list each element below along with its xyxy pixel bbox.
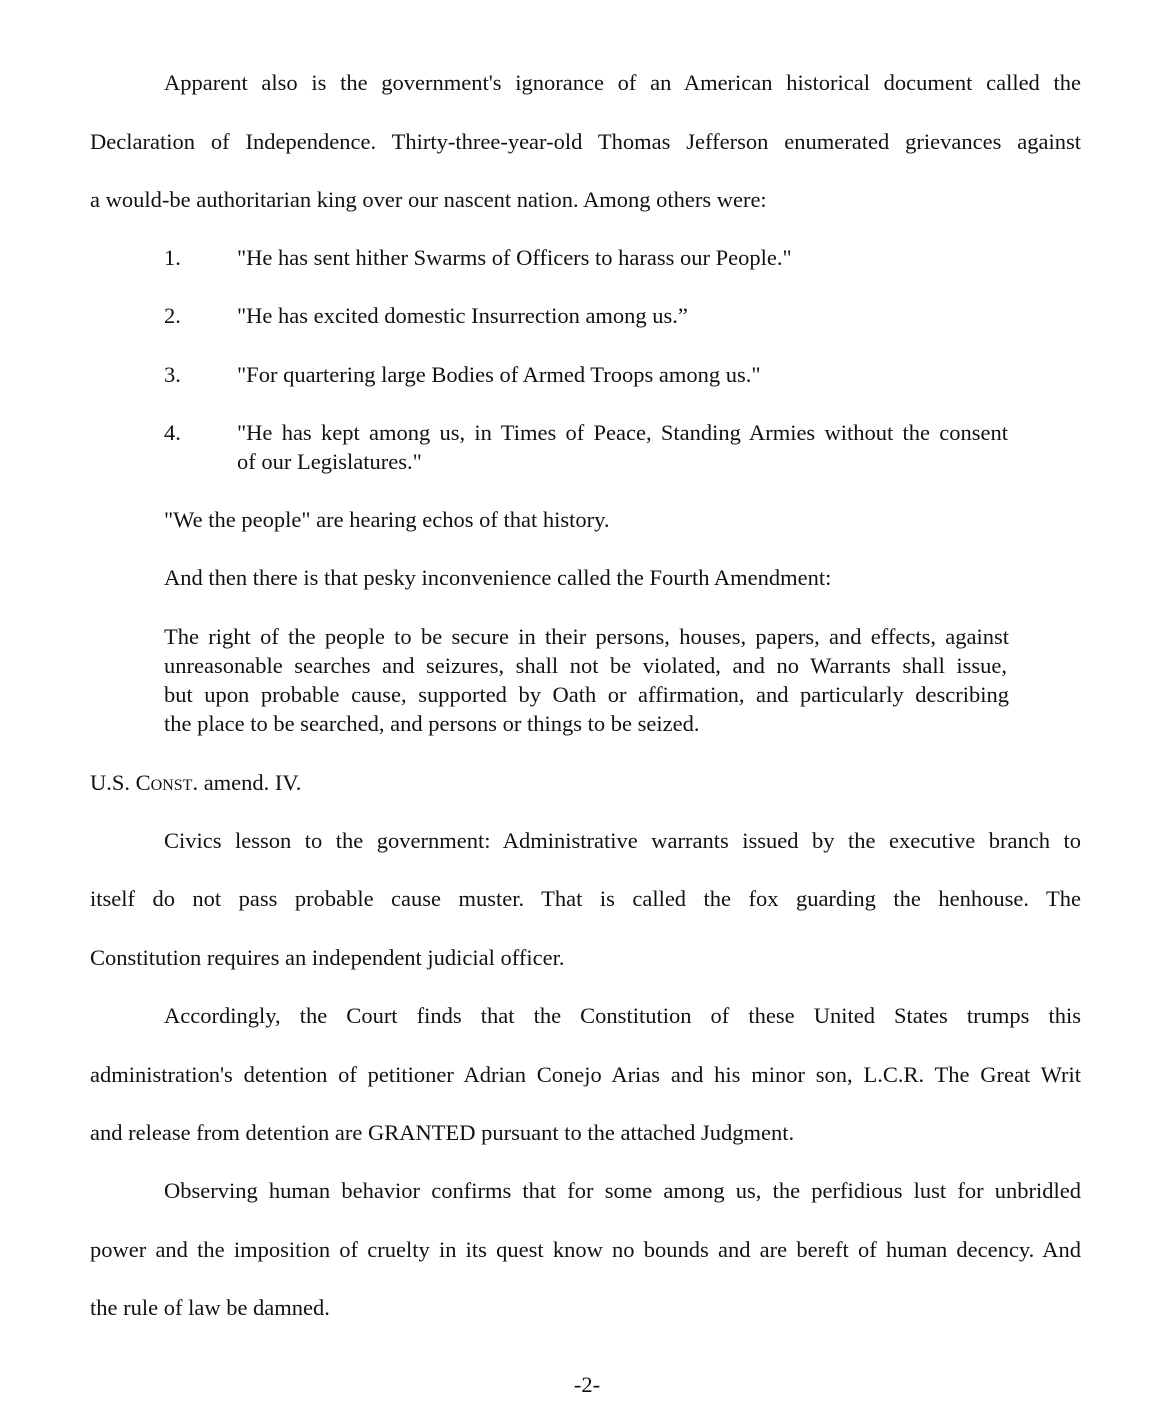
block-quote-line: unreasonable searches and seizures, shall not be violated, and no Warrants shall issue, (164, 653, 1007, 678)
paragraph-line: And then there is that pesky inconvenience called the Fourth Amendment: (164, 565, 832, 590)
paragraph-line: a would-be authoritarian king over our nascent nation. Among others were: (90, 187, 767, 212)
paragraph-line: Declaration of Independence. Thirty-three-year-old Thomas Jefferson enumerated grievances against (90, 129, 1081, 154)
paragraph-line: "We the people" are hearing echos of that history. (164, 507, 610, 532)
paragraph-line: Civics lesson to the government: Administrative warrants issued by the executive branch to (164, 828, 1081, 853)
list-item-continuation: of our Legislatures." (237, 449, 422, 474)
paragraph-line: Accordingly, the Court finds that the Constitution of these United States trumps this (164, 1003, 1081, 1028)
page-number: -2- (573, 1372, 601, 1397)
paragraph-line: Constitution requires an independent judicial officer. (90, 945, 565, 970)
paragraph-line: Observing human behavior confirms that for some among us, the perfidious lust for unbridled (164, 1178, 1081, 1203)
block-quote-line: the place to be searched, and persons or things to be seized. (164, 711, 700, 736)
block-quote-line: The right of the people to be secure in their persons, houses, papers, and effects, against (164, 624, 1009, 649)
list-number: 2. (164, 303, 181, 328)
citation (90, 768, 1081, 798)
block-quote-line: but upon probable cause, supported by Oath or affirmation, and particularly describing (164, 682, 1009, 707)
citation-suffix: . amend. IV. (192, 770, 302, 795)
list-item: "He has sent hither Swarms of Officers to harass our People." (237, 245, 792, 270)
paragraph-line: and release from detention are GRANTED pursuant to the attached Judgment. (90, 1120, 795, 1145)
list-item: "He has kept among us, in Times of Peace, Standing Armies without the consent (237, 420, 1008, 445)
paragraph-line: itself do not pass probable cause muster. That is called the fox guarding the henhouse. The (90, 886, 1081, 911)
citation-const: Const (135, 770, 193, 795)
citation-prefix: U.S. (90, 770, 136, 795)
list-number: 4. (164, 420, 181, 445)
list-item: "For quartering large Bodies of Armed Troops among us." (237, 362, 761, 387)
list-item: "He has excited domestic Insurrection among us.” (237, 303, 688, 328)
paragraph-line: Apparent also is the government's ignorance of an American historical document called the (164, 70, 1081, 95)
list-number: 1. (164, 245, 181, 270)
paragraph-line: power and the imposition of cruelty in its quest know no bounds and are bereft of human decency. And (90, 1237, 1081, 1262)
list-number: 3. (164, 362, 181, 387)
paragraph-line: the rule of law be damned. (90, 1295, 330, 1320)
paragraph-line: administration's detention of petitioner Adrian Conejo Arias and his minor son, L.C.R. The Great Writ (90, 1062, 1081, 1087)
